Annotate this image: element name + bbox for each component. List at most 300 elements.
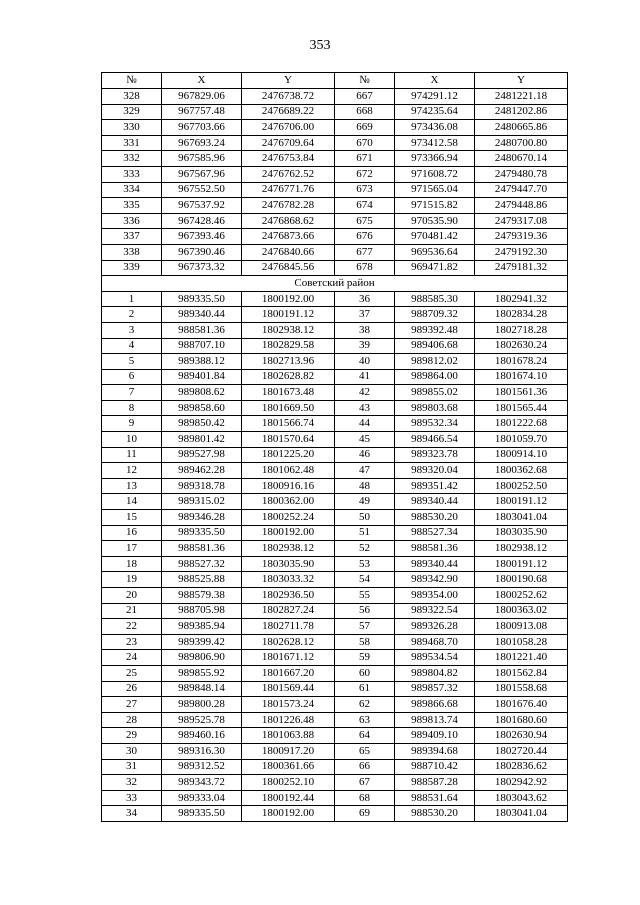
table-cell: 1802713.96 [242, 354, 335, 370]
table-cell: 989855.92 [162, 665, 242, 681]
table-cell: 1803041.04 [475, 806, 568, 822]
table-cell: 334 [102, 182, 162, 198]
table-cell: 1801667.20 [242, 665, 335, 681]
table-cell: 1802628.82 [242, 369, 335, 385]
table-cell: 1801562.84 [475, 665, 568, 681]
table-cell: 68 [335, 790, 395, 806]
table-row [102, 650, 568, 666]
table-row [102, 198, 568, 214]
table-cell: 989315.02 [162, 494, 242, 510]
table-cell: 61 [335, 681, 395, 697]
table-cell: 2479447.70 [475, 182, 568, 198]
table-body-part2 [102, 291, 568, 821]
table-cell: 13 [102, 478, 162, 494]
table-cell: 2476689.22 [242, 104, 335, 120]
table-row [102, 525, 568, 541]
table-cell: 1800361.66 [242, 759, 335, 775]
table-row [102, 790, 568, 806]
table-cell: 1801678.24 [475, 354, 568, 370]
table-cell: 1801566.74 [242, 416, 335, 432]
table-cell: 967393.46 [162, 229, 242, 245]
table-cell: 677 [335, 244, 395, 260]
table-cell: 338 [102, 244, 162, 260]
table-cell: 28 [102, 712, 162, 728]
table-cell: 1802720.44 [475, 743, 568, 759]
table-cell: 967703.66 [162, 120, 242, 136]
table-cell: 989857.32 [395, 681, 475, 697]
table-row [102, 416, 568, 432]
table-row [102, 135, 568, 151]
table-cell: 10 [102, 432, 162, 448]
table-row [102, 307, 568, 323]
table-cell: 14 [102, 494, 162, 510]
table-cell: 988581.36 [162, 541, 242, 557]
table-cell: 2476706.00 [242, 120, 335, 136]
table-cell: 989462.28 [162, 463, 242, 479]
table-cell: 988531.64 [395, 790, 475, 806]
table-cell: 33 [102, 790, 162, 806]
table-cell: 19 [102, 572, 162, 588]
table-cell: 1800917.20 [242, 743, 335, 759]
table-cell: 44 [335, 416, 395, 432]
table-cell: 41 [335, 369, 395, 385]
table-row [102, 432, 568, 448]
table-row [102, 338, 568, 354]
table-cell: 1801226.48 [242, 712, 335, 728]
table-cell: 1802829.58 [242, 338, 335, 354]
table-cell: 48 [335, 478, 395, 494]
table-row [102, 494, 568, 510]
table-cell: 1801561.36 [475, 385, 568, 401]
table-cell: 1801063.88 [242, 728, 335, 744]
table-cell: 330 [102, 120, 162, 136]
table-row [102, 291, 568, 307]
table-cell: 67 [335, 775, 395, 791]
table-cell: 989848.14 [162, 681, 242, 697]
table-cell: 989812.02 [395, 354, 475, 370]
table-cell: 967829.06 [162, 89, 242, 105]
table-row [102, 556, 568, 572]
table-cell: 973436.08 [395, 120, 475, 136]
table-cell: 64 [335, 728, 395, 744]
table-cell: 22 [102, 619, 162, 635]
table-cell: 988585.30 [395, 291, 475, 307]
table-cell: 989808.62 [162, 385, 242, 401]
table-cell: 988525.88 [162, 572, 242, 588]
table-row [102, 120, 568, 136]
table-cell: 335 [102, 198, 162, 214]
table-cell: 42 [335, 385, 395, 401]
table-cell: 989401.84 [162, 369, 242, 385]
table-row [102, 478, 568, 494]
table-row [102, 510, 568, 526]
table-cell: 27 [102, 697, 162, 713]
table-cell: 2479317.08 [475, 213, 568, 229]
table-cell: 989804.82 [395, 665, 475, 681]
table-cell: 2479192.30 [475, 244, 568, 260]
section-row [102, 276, 568, 292]
table-cell: 988710.42 [395, 759, 475, 775]
table-cell: 989392.48 [395, 322, 475, 338]
table-cell: 670 [335, 135, 395, 151]
table-cell: 989312.52 [162, 759, 242, 775]
table-cell: 1802711.78 [242, 619, 335, 635]
header-y-right: Y [475, 73, 568, 89]
table-cell: 989322.54 [395, 603, 475, 619]
table-cell: 988587.28 [395, 775, 475, 791]
table-cell: 989335.50 [162, 291, 242, 307]
table-cell: 1800192.00 [242, 806, 335, 822]
table-row [102, 634, 568, 650]
table-cell: 1800914.10 [475, 447, 568, 463]
table-cell: 54 [335, 572, 395, 588]
table-row [102, 166, 568, 182]
table-cell: 989340.44 [162, 307, 242, 323]
table-cell: 967428.46 [162, 213, 242, 229]
table-cell: 65 [335, 743, 395, 759]
table-cell: 989354.00 [395, 588, 475, 604]
table-cell: 30 [102, 743, 162, 759]
table-cell: 989385.94 [162, 619, 242, 635]
table-cell: 24 [102, 650, 162, 666]
table-cell: 1801062.48 [242, 463, 335, 479]
table-cell: 989318.78 [162, 478, 242, 494]
table-cell: 2476762.52 [242, 166, 335, 182]
table-cell: 62 [335, 697, 395, 713]
table-cell: 967757.48 [162, 104, 242, 120]
table-cell: 1803041.04 [475, 510, 568, 526]
table-cell: 2 [102, 307, 162, 323]
table-cell: 2476753.84 [242, 151, 335, 167]
table-cell: 31 [102, 759, 162, 775]
table-cell: 989406.68 [395, 338, 475, 354]
table-cell: 970481.42 [395, 229, 475, 245]
table-cell: 989335.50 [162, 525, 242, 541]
table-cell: 967390.46 [162, 244, 242, 260]
table-cell: 1800252.62 [475, 588, 568, 604]
table-cell: 675 [335, 213, 395, 229]
table-cell: 1803035.90 [242, 556, 335, 572]
table-row [102, 229, 568, 245]
table-cell: 967537.92 [162, 198, 242, 214]
page-number: 353 [309, 38, 331, 53]
table-cell: 1800252.10 [242, 775, 335, 791]
table-cell: 989460.16 [162, 728, 242, 744]
table-cell: 40 [335, 354, 395, 370]
table-row [102, 447, 568, 463]
table-cell: 974291.12 [395, 89, 475, 105]
table-cell: 2479448.86 [475, 198, 568, 214]
table-cell: 49 [335, 494, 395, 510]
table-cell: 2481221.18 [475, 89, 568, 105]
table-cell: 26 [102, 681, 162, 697]
table-cell: 1802941.32 [475, 291, 568, 307]
header-x-left: X [162, 73, 242, 89]
table-cell: 1801680.60 [475, 712, 568, 728]
table-cell: 1801059.70 [475, 432, 568, 448]
table-cell: 2476868.62 [242, 213, 335, 229]
table-cell: 66 [335, 759, 395, 775]
table-cell: 1801058.28 [475, 634, 568, 650]
table-row [102, 743, 568, 759]
table-cell: 1 [102, 291, 162, 307]
table-cell: 1801558.68 [475, 681, 568, 697]
table-cell: 55 [335, 588, 395, 604]
table-cell: 1801669.50 [242, 400, 335, 416]
table-cell: 989468.70 [395, 634, 475, 650]
table-cell: 39 [335, 338, 395, 354]
table-cell: 1800191.12 [475, 556, 568, 572]
table-row [102, 603, 568, 619]
table-cell: 967585.96 [162, 151, 242, 167]
table-cell: 967373.32 [162, 260, 242, 276]
table-cell: 16 [102, 525, 162, 541]
table-cell: 2480700.80 [475, 135, 568, 151]
table-cell: 15 [102, 510, 162, 526]
table-cell: 1801225.20 [242, 447, 335, 463]
table-cell: 53 [335, 556, 395, 572]
table-cell: 1800192.00 [242, 291, 335, 307]
table-row [102, 322, 568, 338]
table-cell: 1801573.24 [242, 697, 335, 713]
table-cell: 6 [102, 369, 162, 385]
table-row [102, 244, 568, 260]
table-row [102, 588, 568, 604]
table-cell: 37 [335, 307, 395, 323]
table-cell: 989850.42 [162, 416, 242, 432]
table-cell: 333 [102, 166, 162, 182]
table-cell: 2476845.56 [242, 260, 335, 276]
table-cell: 32 [102, 775, 162, 791]
table-cell: 676 [335, 229, 395, 245]
coordinates-table [101, 72, 568, 822]
table-row [102, 759, 568, 775]
table-cell: 23 [102, 634, 162, 650]
table-cell: 973412.58 [395, 135, 475, 151]
table-cell: 337 [102, 229, 162, 245]
table-cell: 1801674.10 [475, 369, 568, 385]
table-cell: 989388.12 [162, 354, 242, 370]
table-cell: 989351.42 [395, 478, 475, 494]
table-cell: 43 [335, 400, 395, 416]
table-cell: 669 [335, 120, 395, 136]
header-y-left: Y [242, 73, 335, 89]
table-cell: 5 [102, 354, 162, 370]
table-cell: 988530.20 [395, 806, 475, 822]
table-cell: 21 [102, 603, 162, 619]
table-cell: 12 [102, 463, 162, 479]
table-cell: 988581.36 [162, 322, 242, 338]
table-cell: 2481202.86 [475, 104, 568, 120]
table-cell: 989532.34 [395, 416, 475, 432]
header-number-left: № [102, 73, 162, 89]
table-row [102, 712, 568, 728]
table-cell: 1802630.24 [475, 338, 568, 354]
table-cell: 52 [335, 541, 395, 557]
table-row [102, 775, 568, 791]
table-cell: 1801569.44 [242, 681, 335, 697]
table-cell: 974235.64 [395, 104, 475, 120]
table-cell: 989335.50 [162, 806, 242, 822]
table-cell: 1801673.48 [242, 385, 335, 401]
table-cell: 25 [102, 665, 162, 681]
table-cell: 988527.34 [395, 525, 475, 541]
table-cell: 2479480.78 [475, 166, 568, 182]
table-row [102, 665, 568, 681]
table-row [102, 385, 568, 401]
table-cell: 989813.74 [395, 712, 475, 728]
table-cell: 1802938.12 [242, 322, 335, 338]
table-cell: 989326.28 [395, 619, 475, 635]
table-cell: 988709.32 [395, 307, 475, 323]
table-cell: 1802628.12 [242, 634, 335, 650]
table-row [102, 182, 568, 198]
table-cell: 331 [102, 135, 162, 151]
table-cell: 8 [102, 400, 162, 416]
table-cell: 989534.54 [395, 650, 475, 666]
table-cell: 20 [102, 588, 162, 604]
table-cell: 36 [335, 291, 395, 307]
table-cell: 1803035.90 [475, 525, 568, 541]
table-row [102, 213, 568, 229]
table-cell: 969536.64 [395, 244, 475, 260]
table-cell: 9 [102, 416, 162, 432]
table-cell: 50 [335, 510, 395, 526]
table-cell: 988581.36 [395, 541, 475, 557]
table-cell: 17 [102, 541, 162, 557]
table-cell: 989343.72 [162, 775, 242, 791]
table-row [102, 541, 568, 557]
section-label: Советский район [102, 276, 568, 292]
table-cell: 989855.02 [395, 385, 475, 401]
table-cell: 332 [102, 151, 162, 167]
table-cell: 667 [335, 89, 395, 105]
table-row [102, 619, 568, 635]
table-cell: 988579.38 [162, 588, 242, 604]
table-cell: 989801.42 [162, 432, 242, 448]
table-cell: 1800916.16 [242, 478, 335, 494]
table-cell: 3 [102, 322, 162, 338]
table-cell: 668 [335, 104, 395, 120]
table-cell: 69 [335, 806, 395, 822]
table-cell: 674 [335, 198, 395, 214]
table-cell: 988530.20 [395, 510, 475, 526]
table-cell: 1800191.12 [475, 494, 568, 510]
table-cell: 989320.04 [395, 463, 475, 479]
table-cell: 989316.30 [162, 743, 242, 759]
table-cell: 29 [102, 728, 162, 744]
table-cell: 1802718.28 [475, 322, 568, 338]
table-cell: 1803033.32 [242, 572, 335, 588]
table-row [102, 89, 568, 105]
table-cell: 989866.68 [395, 697, 475, 713]
table-cell: 989394.68 [395, 743, 475, 759]
table-cell: 1800363.02 [475, 603, 568, 619]
table-cell: 60 [335, 665, 395, 681]
table-row [102, 104, 568, 120]
table-cell: 7 [102, 385, 162, 401]
table-row [102, 806, 568, 822]
table-cell: 1800192.00 [242, 525, 335, 541]
header-number-right: № [335, 73, 395, 89]
section-row-group [102, 276, 568, 292]
table-cell: 38 [335, 322, 395, 338]
table-cell: 989333.04 [162, 790, 242, 806]
table-row [102, 369, 568, 385]
table-cell: 2476709.64 [242, 135, 335, 151]
table-cell: 1802834.28 [475, 307, 568, 323]
table-cell: 2476782.28 [242, 198, 335, 214]
table-cell: 339 [102, 260, 162, 276]
table-cell: 2476738.72 [242, 89, 335, 105]
table-cell: 1802936.50 [242, 588, 335, 604]
table-cell: 1802938.12 [475, 541, 568, 557]
table-cell: 989340.44 [395, 556, 475, 572]
table-cell: 45 [335, 432, 395, 448]
table-cell: 989803.68 [395, 400, 475, 416]
table-cell: 18 [102, 556, 162, 572]
table-cell: 989323.78 [395, 447, 475, 463]
table-cell: 989346.28 [162, 510, 242, 526]
table-cell: 2476873.66 [242, 229, 335, 245]
table-row [102, 354, 568, 370]
table-cell: 1801676.40 [475, 697, 568, 713]
table-cell: 1800252.24 [242, 510, 335, 526]
table-cell: 1800192.44 [242, 790, 335, 806]
table-cell: 4 [102, 338, 162, 354]
table-cell: 1802630.94 [475, 728, 568, 744]
table-cell: 672 [335, 166, 395, 182]
table-row [102, 400, 568, 416]
table-cell: 989340.44 [395, 494, 475, 510]
table-cell: 59 [335, 650, 395, 666]
table-cell: 57 [335, 619, 395, 635]
table-cell: 2479181.32 [475, 260, 568, 276]
table-cell: 1800252.50 [475, 478, 568, 494]
table-cell: 989409.10 [395, 728, 475, 744]
table-cell: 988705.98 [162, 603, 242, 619]
table-cell: 11 [102, 447, 162, 463]
table-cell: 989527.98 [162, 447, 242, 463]
table-cell: 51 [335, 525, 395, 541]
table-cell: 2476771.76 [242, 182, 335, 198]
table-row [102, 572, 568, 588]
table-cell: 1800362.00 [242, 494, 335, 510]
table-cell: 971608.72 [395, 166, 475, 182]
table-row [102, 728, 568, 744]
table-cell: 989806.90 [162, 650, 242, 666]
table-cell: 671 [335, 151, 395, 167]
table-cell: 63 [335, 712, 395, 728]
table-cell: 47 [335, 463, 395, 479]
table-cell: 989342.90 [395, 572, 475, 588]
table-cell: 989525.78 [162, 712, 242, 728]
table-cell: 1802836.62 [475, 759, 568, 775]
table-row [102, 681, 568, 697]
table-cell: 1802938.12 [242, 541, 335, 557]
table-cell: 56 [335, 603, 395, 619]
table-cell: 1801671.12 [242, 650, 335, 666]
table-cell: 989864.00 [395, 369, 475, 385]
table-cell: 970535.90 [395, 213, 475, 229]
table-row [102, 463, 568, 479]
table-cell: 971515.82 [395, 198, 475, 214]
table-cell: 2476840.66 [242, 244, 335, 260]
table-cell: 328 [102, 89, 162, 105]
table-cell: 2480665.86 [475, 120, 568, 136]
table-cell: 973366.94 [395, 151, 475, 167]
table-cell: 2480670.14 [475, 151, 568, 167]
